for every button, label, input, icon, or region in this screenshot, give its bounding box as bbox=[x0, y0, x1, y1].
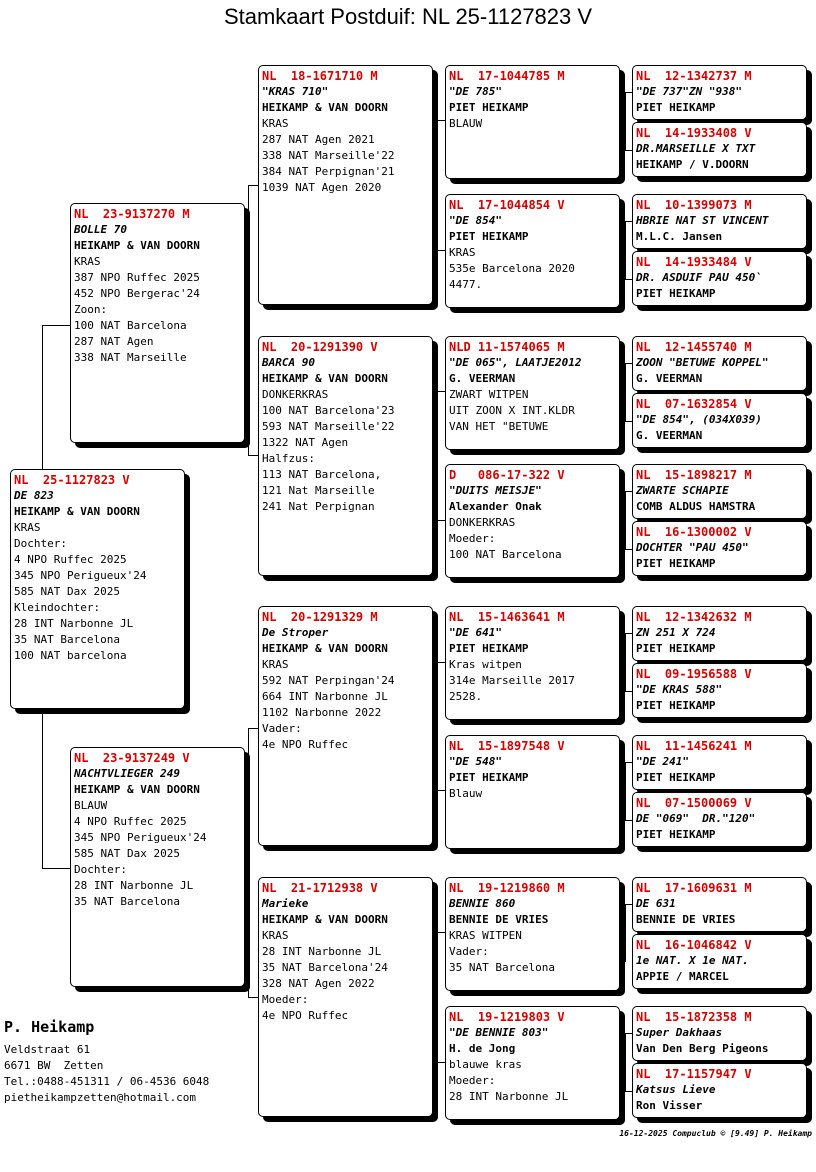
pigeon-detail: 387 NPO Ruffec 2025 bbox=[74, 271, 200, 284]
pigeon-detail: Blauw bbox=[449, 787, 483, 800]
connector-line bbox=[625, 421, 632, 422]
pigeon-detail: KRAS bbox=[262, 117, 289, 130]
pigeon-detail: Kras witpen bbox=[449, 658, 522, 671]
connector-line bbox=[625, 904, 632, 905]
pigeon-card[interactable] bbox=[258, 606, 433, 846]
pigeon-name: Super Dakhaas bbox=[636, 1026, 723, 1039]
connector-line bbox=[42, 325, 70, 326]
owner-name: BENNIE DE VRIES bbox=[636, 913, 736, 926]
owner-name: PIET HEIKAMP bbox=[636, 642, 716, 655]
pigeon-detail: 4 NPO Ruffec 2025 bbox=[74, 815, 187, 828]
connector-line bbox=[437, 520, 445, 521]
ring-number: NL 12-1342632 M bbox=[636, 610, 752, 624]
connector-line bbox=[437, 932, 438, 1062]
pigeon-detail: 287 NAT Agen 2021 bbox=[262, 133, 375, 146]
pigeon-detail: 100 NAT Barcelona bbox=[449, 548, 562, 561]
pigeon-name: HBRIE NAT ST VINCENT bbox=[636, 214, 769, 227]
connector-line bbox=[625, 762, 626, 820]
owner-name: G. VEERMAN bbox=[449, 372, 516, 385]
ring-number: NL 17-1044785 M bbox=[449, 69, 565, 83]
pigeon-detail: KRAS bbox=[262, 929, 289, 942]
owner-name: HEIKAMP & VAN DOORN bbox=[262, 642, 388, 655]
pigeon-detail: 28 INT Narbonne JL bbox=[262, 945, 382, 958]
pigeon-card[interactable] bbox=[632, 877, 807, 932]
owner-name: HEIKAMP & VAN DOORN bbox=[14, 505, 140, 518]
ring-number: NL 14-1933408 V bbox=[636, 126, 752, 140]
pigeon-name: "DE 785" bbox=[449, 85, 502, 98]
ring-number: NL 23-9137249 V bbox=[74, 751, 190, 765]
pigeon-detail: 1039 NAT Agen 2020 bbox=[262, 181, 382, 194]
pigeon-card[interactable] bbox=[632, 1006, 807, 1061]
pigeon-card[interactable] bbox=[445, 735, 620, 849]
connector-line bbox=[248, 728, 258, 729]
pigeon-detail: 345 NPO Perigueux'24 bbox=[14, 569, 147, 582]
owner-name: BENNIE DE VRIES bbox=[449, 913, 549, 926]
pigeon-detail: 1322 NAT Agen bbox=[262, 436, 349, 449]
pigeon-card[interactable] bbox=[632, 934, 807, 989]
connector-line bbox=[437, 250, 445, 251]
pigeon-card[interactable] bbox=[445, 1006, 620, 1120]
pigeon-detail: 585 NAT Dax 2025 bbox=[74, 847, 180, 860]
connector-line bbox=[625, 1033, 632, 1034]
ring-number: NL 18-1671710 M bbox=[262, 69, 378, 83]
pigeon-name: "DE 065", LAATJE2012 bbox=[449, 356, 582, 369]
ring-number: NL 15-1898217 M bbox=[636, 468, 752, 482]
connector-line bbox=[437, 120, 438, 250]
pigeon-detail: 384 NAT Perpignan'21 bbox=[262, 165, 395, 178]
owner-name: COMB ALDUS HAMSTRA bbox=[636, 500, 756, 513]
pigeon-name: "DE 641" bbox=[449, 626, 502, 639]
owner-name: PIET HEIKAMP bbox=[636, 287, 716, 300]
owner-name: APPIE / MARCEL bbox=[636, 970, 729, 983]
breeder-name: P. Heikamp bbox=[4, 1018, 95, 1036]
ring-number: NL 17-1609631 M bbox=[636, 881, 752, 895]
owner-name: PIET HEIKAMP bbox=[449, 771, 529, 784]
connector-line bbox=[625, 904, 626, 962]
connector-line bbox=[42, 868, 70, 869]
ring-number: NL 10-1399073 M bbox=[636, 198, 752, 212]
connector-line bbox=[625, 279, 632, 280]
connector-line bbox=[625, 549, 632, 550]
ring-number: NL 11-1456241 M bbox=[636, 739, 752, 753]
ring-number: NL 19-1219803 V bbox=[449, 1010, 565, 1024]
ring-number: NL 15-1872358 M bbox=[636, 1010, 752, 1024]
connector-line bbox=[42, 709, 43, 868]
pigeon-card[interactable] bbox=[632, 521, 807, 576]
pigeon-detail: 28 INT Narbonne JL bbox=[449, 1090, 569, 1103]
pigeon-detail: UIT ZOON X INT.KLDR bbox=[449, 404, 575, 417]
owner-name: HEIKAMP & VAN DOORN bbox=[74, 783, 200, 796]
pigeon-detail: 35 NAT Barcelona bbox=[14, 633, 120, 646]
pigeon-detail: 35 NAT Barcelona bbox=[449, 961, 555, 974]
pigeon-detail: 1102 Narbonne 2022 bbox=[262, 706, 382, 719]
pigeon-detail: BLAUW bbox=[74, 799, 108, 812]
connector-line bbox=[625, 491, 626, 549]
ring-number: NL 20-1291390 V bbox=[262, 340, 378, 354]
owner-name: M.L.C. Jansen bbox=[636, 230, 723, 243]
connector-line bbox=[248, 728, 249, 997]
pigeon-name: NACHTVLIEGER 249 bbox=[74, 767, 180, 780]
connector-line bbox=[248, 185, 249, 455]
pigeon-card[interactable] bbox=[632, 336, 807, 391]
pigeon-detail: 585 NAT Dax 2025 bbox=[14, 585, 120, 598]
pigeon-detail: 535e Barcelona 2020 bbox=[449, 262, 575, 275]
pigeon-card[interactable] bbox=[632, 735, 807, 790]
connector-line bbox=[625, 92, 632, 93]
owner-name: G. VEERMAN bbox=[636, 429, 703, 442]
pigeon-detail: DONKERKRAS bbox=[262, 388, 329, 401]
connector-line bbox=[437, 790, 445, 791]
pigeon-card[interactable] bbox=[258, 65, 433, 305]
owner-name: Alexander Onak bbox=[449, 500, 542, 513]
pigeon-card[interactable] bbox=[445, 606, 620, 720]
connector-line bbox=[248, 455, 258, 456]
page-title: Stamkaart Postduif: NL 25-1127823 V bbox=[223, 4, 593, 29]
pigeon-card[interactable] bbox=[70, 747, 245, 987]
pigeon-detail: BLAUW bbox=[449, 117, 483, 130]
breeder-phone: Tel.:0488-451311 / 06-4536 6048 bbox=[4, 1075, 210, 1088]
pigeon-detail: 113 NAT Barcelona, bbox=[262, 468, 382, 481]
pigeon-card[interactable] bbox=[445, 877, 620, 991]
pigeon-name: "KRAS 710" bbox=[262, 85, 329, 98]
pigeon-name: De Stroper bbox=[262, 626, 329, 639]
pigeon-card[interactable] bbox=[258, 336, 433, 576]
pigeon-name: "DE 548" bbox=[449, 755, 502, 768]
ring-number: D 086-17-322 V bbox=[449, 468, 565, 482]
owner-name: PIET HEIKAMP bbox=[449, 642, 529, 655]
owner-name: G. VEERMAN bbox=[636, 372, 703, 385]
owner-name: HEIKAMP & VAN DOORN bbox=[262, 372, 388, 385]
pigeon-detail: 4477. bbox=[449, 278, 483, 291]
pigeon-name: DE "069" DR."120" bbox=[636, 812, 756, 825]
pigeon-card[interactable] bbox=[445, 65, 620, 179]
owner-name: PIET HEIKAMP bbox=[636, 101, 716, 114]
ring-number: NL 12-1342737 M bbox=[636, 69, 752, 83]
pigeon-detail: 338 NAT Marseille bbox=[74, 351, 187, 364]
pigeon-detail: 4e NPO Ruffec bbox=[262, 738, 349, 751]
pigeon-name: "DE KRAS 588" bbox=[636, 683, 723, 696]
ring-number: NL 25-1127823 V bbox=[14, 473, 130, 487]
pigeon-name: 1e NAT. X 1e NAT. bbox=[636, 954, 749, 967]
pigeon-card[interactable] bbox=[632, 194, 807, 249]
pigeon-name: DOCHTER "PAU 450" bbox=[636, 541, 749, 554]
connector-line bbox=[625, 221, 632, 222]
pigeon-detail: Moeder: bbox=[262, 993, 309, 1006]
connector-line bbox=[625, 92, 626, 150]
pigeon-card[interactable] bbox=[632, 792, 807, 847]
pigeon-detail: Vader: bbox=[449, 945, 489, 958]
pigeon-detail: blauwe kras bbox=[449, 1058, 522, 1071]
pigeon-card[interactable] bbox=[445, 194, 620, 308]
pigeon-card[interactable] bbox=[10, 469, 185, 709]
connector-line bbox=[625, 762, 632, 763]
ring-number: NL 15-1463641 M bbox=[449, 610, 565, 624]
ring-number: NL 07-1632854 V bbox=[636, 397, 752, 411]
pigeon-detail: 35 NAT Barcelona bbox=[74, 895, 180, 908]
pigeon-name: "DE 737"ZN "938" bbox=[636, 85, 742, 98]
ring-number: NL 21-1712938 V bbox=[262, 881, 378, 895]
connector-line bbox=[625, 633, 632, 634]
pigeon-card[interactable] bbox=[632, 464, 807, 519]
pigeon-detail: Moeder: bbox=[449, 1074, 496, 1087]
ring-number: NL 12-1455740 M bbox=[636, 340, 752, 354]
connector-line bbox=[437, 120, 445, 121]
owner-name: PIET HEIKAMP bbox=[636, 557, 716, 570]
pigeon-detail: 4 NPO Ruffec 2025 bbox=[14, 553, 127, 566]
owner-name: PIET HEIKAMP bbox=[636, 828, 716, 841]
footer-stamp: 16-12-2025 Compuclub © [9.49] P. Heikamp bbox=[619, 1129, 812, 1138]
pigeon-card[interactable] bbox=[70, 203, 245, 443]
breeder-info bbox=[4, 1018, 209, 1106]
pigeon-detail: 28 INT Narbonne JL bbox=[14, 617, 134, 630]
pigeon-card[interactable] bbox=[632, 663, 807, 718]
connector-line bbox=[625, 363, 626, 421]
pigeon-detail: 28 INT Narbonne JL bbox=[74, 879, 194, 892]
pigeon-detail: KRAS bbox=[74, 255, 101, 268]
pigeon-card[interactable] bbox=[632, 65, 807, 120]
pigeon-name: ZOON "BETUWE KOPPEL" bbox=[636, 356, 769, 369]
ring-number: NL 14-1933484 V bbox=[636, 255, 752, 269]
pigeon-detail: Halfzus: bbox=[262, 452, 315, 465]
owner-name: HEIKAMP / V.DOORN bbox=[636, 158, 749, 171]
connector-line bbox=[625, 491, 632, 492]
pigeon-detail: VAN HET "BETUWE bbox=[449, 420, 549, 433]
pigeon-detail: 593 NAT Marseille'22 bbox=[262, 420, 395, 433]
pigeon-name: BOLLE 70 bbox=[74, 223, 127, 236]
pigeon-detail: DONKERKRAS bbox=[449, 516, 516, 529]
pigeon-detail: KRAS bbox=[449, 246, 476, 259]
connector-line bbox=[625, 221, 626, 279]
pigeon-detail: Zoon: bbox=[74, 303, 108, 316]
breeder-email[interactable]: pietheikampzetten@hotmail.com bbox=[4, 1091, 197, 1104]
connector-line bbox=[437, 391, 445, 392]
pigeon-card[interactable] bbox=[632, 1063, 807, 1118]
connector-line bbox=[625, 150, 632, 151]
ring-number: NLD 11-1574065 M bbox=[449, 340, 565, 354]
owner-name: Ron Visser bbox=[636, 1099, 703, 1112]
ring-number: NL 17-1157947 V bbox=[636, 1067, 752, 1081]
owner-name: PIET HEIKAMP bbox=[449, 230, 529, 243]
pigeon-detail: KRAS bbox=[14, 521, 41, 534]
pigeon-name: Marieke bbox=[262, 897, 309, 910]
connector-line bbox=[625, 1033, 626, 1091]
breeder-city: 6671 BW Zetten bbox=[4, 1059, 104, 1072]
ring-number: NL 15-1897548 V bbox=[449, 739, 565, 753]
owner-name: PIET HEIKAMP bbox=[636, 699, 716, 712]
ring-number: NL 23-9137270 M bbox=[74, 207, 190, 221]
pigeon-card[interactable] bbox=[445, 464, 620, 578]
pigeon-name: DE 823 bbox=[14, 489, 54, 502]
pigeon-name: ZWARTE SCHAPIE bbox=[636, 484, 729, 497]
connector-line bbox=[625, 820, 632, 821]
pigeon-detail: 100 NAT barcelona bbox=[14, 649, 127, 662]
pigeon-detail: 100 NAT Barcelona bbox=[74, 319, 187, 332]
owner-name: PIET HEIKAMP bbox=[449, 101, 529, 114]
pigeon-detail: 592 NAT Perpingan'24 bbox=[262, 674, 395, 687]
pigeon-name: "DE 241" bbox=[636, 755, 689, 768]
pigeon-detail: Moeder: bbox=[449, 532, 496, 545]
ring-number: NL 19-1219860 M bbox=[449, 881, 565, 895]
pigeon-card[interactable] bbox=[258, 877, 433, 1117]
ring-number: NL 16-1046842 V bbox=[636, 938, 752, 952]
pigeon-detail: 345 NPO Perigueux'24 bbox=[74, 831, 207, 844]
connector-line bbox=[625, 363, 632, 364]
pigeon-detail: 287 NAT Agen bbox=[74, 335, 154, 348]
connector-line bbox=[625, 1091, 632, 1092]
ring-number: NL 09-1956588 V bbox=[636, 667, 752, 681]
connector-line bbox=[437, 391, 438, 520]
pigeon-detail: KRAS WITPEN bbox=[449, 929, 522, 942]
pigeon-name: DR.MARSEILLE X TXT bbox=[636, 142, 756, 155]
pigeon-name: "DE BENNIE 803" bbox=[449, 1026, 549, 1039]
connector-line bbox=[437, 662, 438, 790]
pigeon-detail: 338 NAT Marseille'22 bbox=[262, 149, 395, 162]
pigeon-detail: 314e Marseille 2017 bbox=[449, 674, 575, 687]
pigeon-detail: KRAS bbox=[262, 658, 289, 671]
pigeon-card[interactable] bbox=[632, 122, 807, 177]
owner-name: HEIKAMP & VAN DOORN bbox=[262, 101, 388, 114]
connector-line bbox=[437, 1062, 445, 1063]
pigeon-detail: Kleindochter: bbox=[14, 601, 101, 614]
owner-name: HEIKAMP & VAN DOORN bbox=[74, 239, 200, 252]
pigeon-name: ZN 251 X 724 bbox=[636, 626, 716, 639]
owner-name: Van Den Berg Pigeons bbox=[636, 1042, 769, 1055]
pigeon-name: DR. ASDUIF PAU 450` bbox=[636, 271, 762, 284]
ring-number: NL 20-1291329 M bbox=[262, 610, 378, 624]
pigeon-name: DE 631 bbox=[636, 897, 676, 910]
pigeon-detail: Vader: bbox=[262, 722, 302, 735]
pigeon-detail: 2528. bbox=[449, 690, 483, 703]
pigeon-name: Katsus Lieve bbox=[636, 1083, 716, 1096]
pigeon-card[interactable] bbox=[632, 393, 807, 448]
owner-name: HEIKAMP & VAN DOORN bbox=[262, 913, 388, 926]
pigeon-detail: 664 INT Narbonne JL bbox=[262, 690, 388, 703]
breeder-address: Veldstraat 61 bbox=[4, 1043, 91, 1056]
pigeon-name: "DE 854", (034X039) bbox=[636, 413, 762, 426]
pigeon-detail: 241 Nat Perpignan bbox=[262, 500, 375, 513]
pigeon-detail: ZWART WITPEN bbox=[449, 388, 529, 401]
pigeon-card[interactable] bbox=[632, 606, 807, 661]
pigeon-detail: 121 Nat Marseille bbox=[262, 484, 375, 497]
pigeon-detail: Dochter: bbox=[14, 537, 67, 550]
pigeon-card[interactable] bbox=[632, 251, 807, 306]
pigeon-detail: Dochter: bbox=[74, 863, 127, 876]
owner-name: PIET HEIKAMP bbox=[636, 771, 716, 784]
connector-line bbox=[248, 185, 258, 186]
connector-line bbox=[437, 932, 445, 933]
pigeon-detail: 452 NPO Bergerac'24 bbox=[74, 287, 200, 300]
pigeon-detail: 328 NAT Agen 2022 bbox=[262, 977, 375, 990]
ring-number: NL 17-1044854 V bbox=[449, 198, 565, 212]
pigeon-name: "DE 854" bbox=[449, 214, 502, 227]
pigeon-name: BENNIE 860 bbox=[449, 897, 516, 910]
connector-line bbox=[437, 662, 445, 663]
pigeon-card[interactable] bbox=[445, 336, 620, 450]
connector-line bbox=[625, 691, 632, 692]
pigeon-name: "DUITS MEISJE" bbox=[449, 484, 542, 497]
owner-name: H. de Jong bbox=[449, 1042, 516, 1055]
pigeon-detail: 35 NAT Barcelona'24 bbox=[262, 961, 388, 974]
pigeon-detail: 100 NAT Barcelona'23 bbox=[262, 404, 395, 417]
ring-number: NL 07-1500069 V bbox=[636, 796, 752, 810]
pigeon-name: BARCA 90 bbox=[262, 356, 315, 369]
connector-line bbox=[42, 325, 43, 469]
pigeon-detail: 4e NPO Ruffec bbox=[262, 1009, 349, 1022]
connector-line bbox=[248, 997, 258, 998]
connector-line bbox=[625, 633, 626, 691]
ring-number: NL 16-1300002 V bbox=[636, 525, 752, 539]
